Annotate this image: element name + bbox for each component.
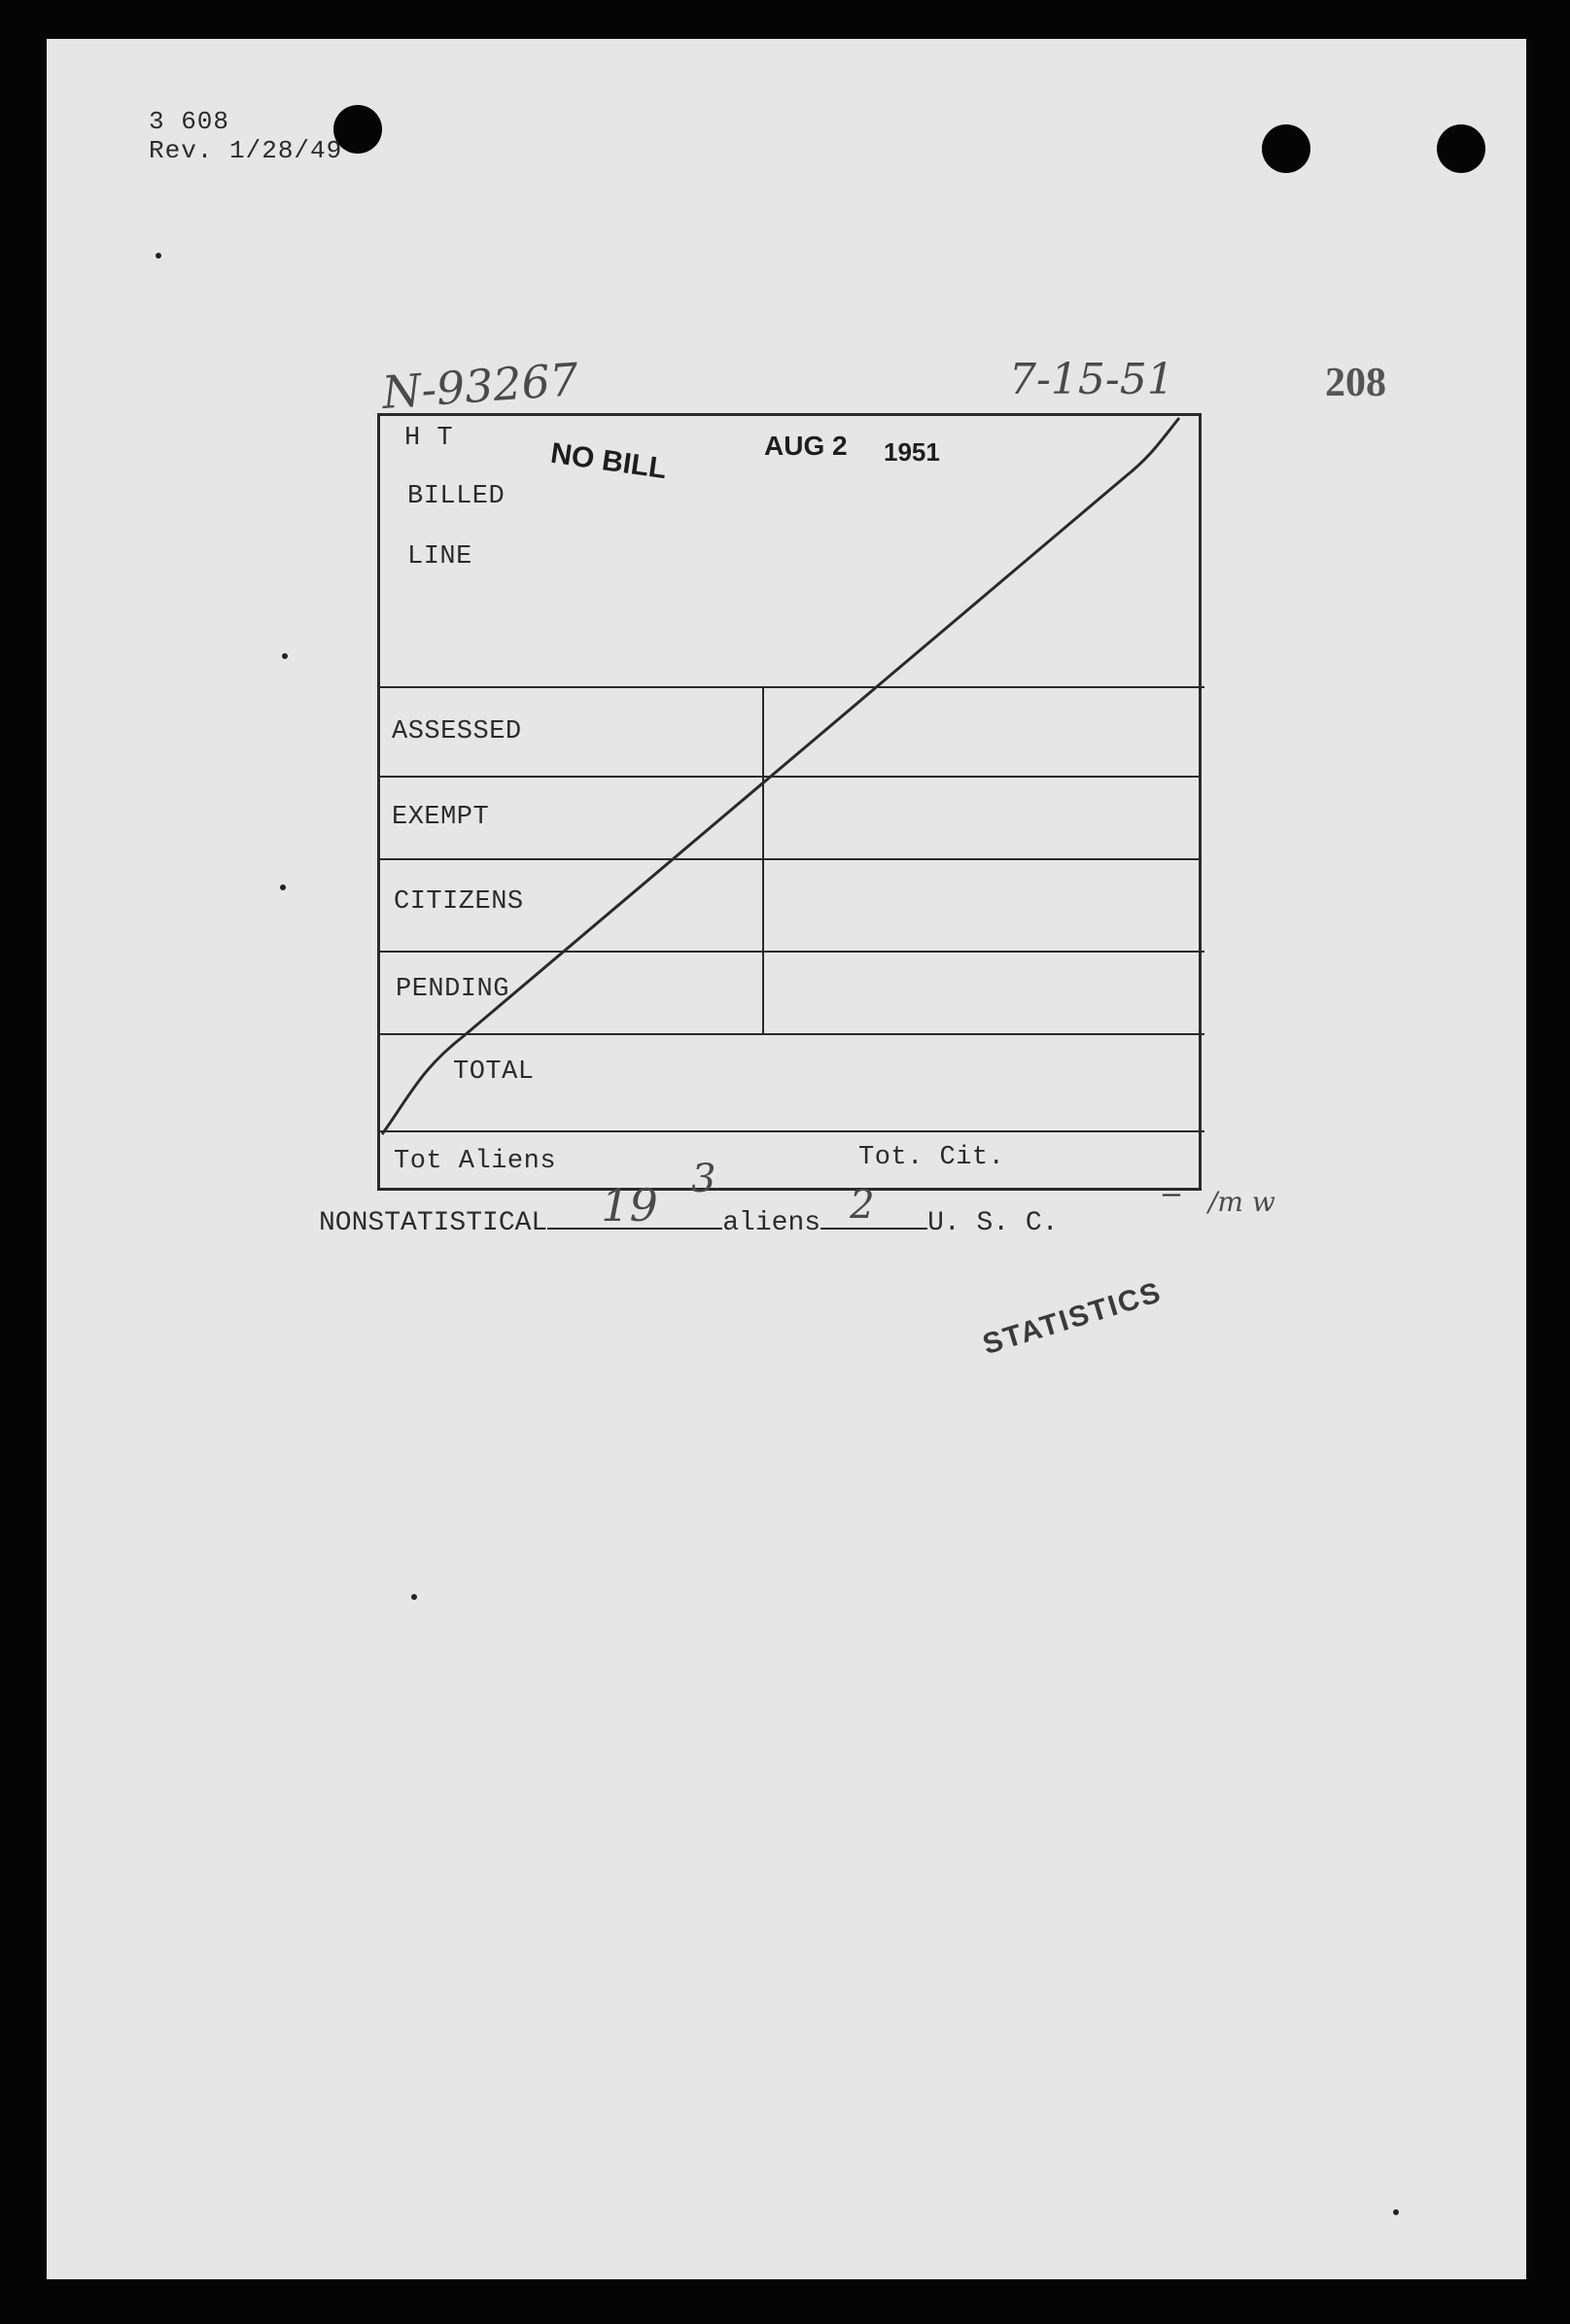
form-revision: Rev. 1/28/49 — [149, 136, 343, 165]
nonstat-aliens-value: 19 — [601, 1179, 658, 1231]
header-line: LINE — [407, 542, 472, 572]
row-tot-cit: Tot. Cit. — [858, 1143, 1005, 1172]
tally-form-box — [377, 413, 1202, 1212]
statistics-stamp: STATISTICS — [979, 1275, 1167, 1362]
form-number-block — [149, 107, 342, 165]
usc-label: U. S. C. — [927, 1208, 1059, 1238]
speck — [1393, 2209, 1399, 2215]
row-pending: PENDING — [396, 975, 509, 1004]
handwritten-initials: /m w — [1208, 1186, 1275, 1218]
aliens-label: aliens — [722, 1208, 821, 1238]
punch-hole-right-2 — [1437, 124, 1485, 173]
header-billed: BILLED — [407, 482, 506, 511]
nonstat-usc-value: 2 — [850, 1183, 875, 1228]
speck — [156, 253, 161, 259]
nonstatistical-label: NONSTATISTICAL — [319, 1208, 548, 1238]
date-stamp-month-day: AUG 2 — [764, 431, 848, 461]
document-page — [47, 39, 1526, 2279]
row-citizens: CITIZENS — [394, 887, 524, 917]
form-number: 3 608 — [149, 107, 230, 136]
page-number-stamp: 208 — [1325, 361, 1386, 405]
punch-hole-right-1 — [1262, 124, 1310, 173]
row-assessed: ASSESSED — [392, 717, 522, 746]
handwritten-three: 3 — [691, 1157, 716, 1201]
nonstat-aliens-blank — [547, 1179, 722, 1231]
row-total: TOTAL — [453, 1058, 535, 1087]
row-tot-aliens: Tot Aliens — [394, 1147, 557, 1176]
handwritten-file-number: N-93267 — [380, 353, 580, 419]
tot-cit-dash: — — [1163, 1179, 1181, 1212]
handwritten-date: 7-15-51 — [1009, 355, 1174, 404]
speck — [282, 653, 288, 659]
nonstatistical-line — [319, 1179, 1059, 1238]
no-bill-stamp: NO BILL — [548, 436, 669, 486]
speck — [280, 885, 286, 890]
diagonal-cancel-line — [377, 413, 1202, 1191]
speck — [411, 1594, 417, 1600]
nonstat-usc-blank — [820, 1183, 927, 1230]
row-exempt: EXEMPT — [392, 803, 490, 832]
header-ht: H T — [404, 424, 454, 453]
date-stamp-year: 1951 — [884, 437, 940, 467]
